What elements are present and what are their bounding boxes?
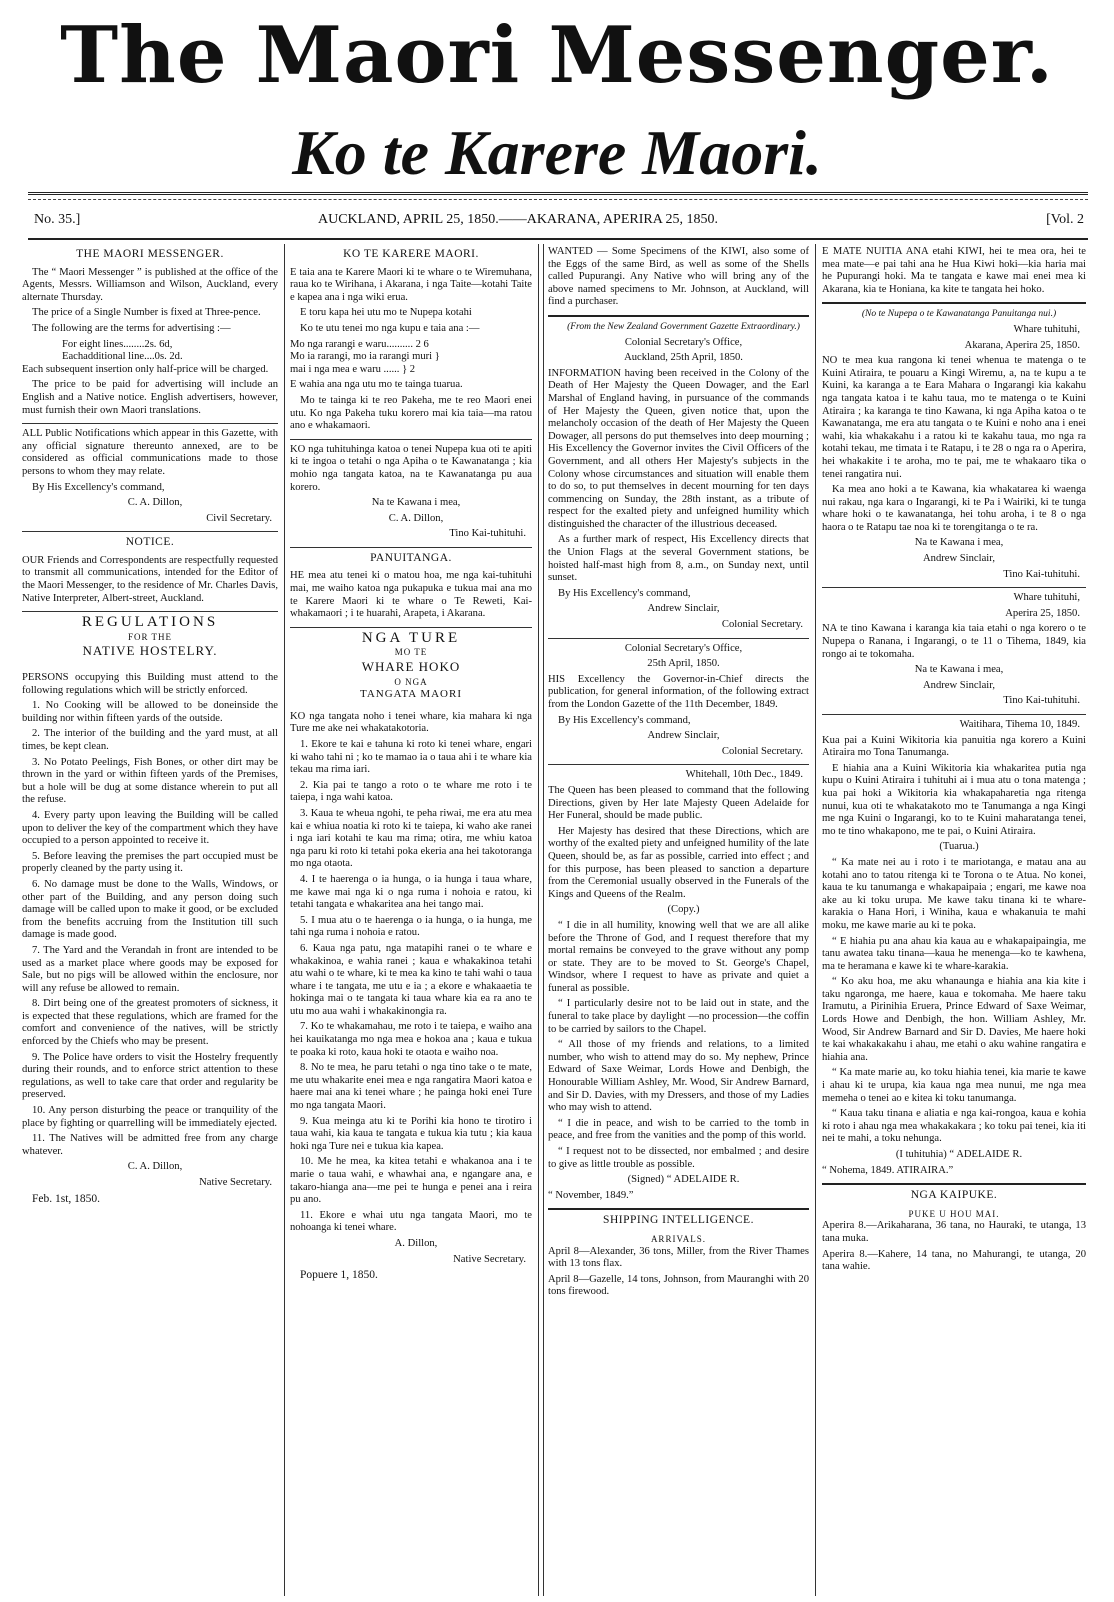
masthead-english: The Maori Messenger. — [60, 10, 1054, 101]
column-4 — [822, 246, 1086, 1596]
funeral-directions-maori: E hiahia ana a Kuini Wikitoria kia whakaritea putia nga kupu o Kuini Atiraira i tuhituhi ai i mua atu o tona matenga ; kua pai hoki a Wikitoria kia whakapaharetia nga ritenga nunui, kua oti te whakatakoto mo te Tanumanga a nga Kingi me nga Kuini o Ingarangi, ko to te Kuini maharatanga tenei, mo te tino whakapono, me te pai, o Kuini Atiraira. — [822, 762, 1086, 837]
signature-title: Tino Kai-tuhituhi. — [1003, 568, 1080, 580]
advertising-rate-maori: Mo nga rarangi e waru.......... 2 6 — [290, 338, 429, 350]
queen-signature-maori: (I tuhituhia) “ ADELAIDE R. — [895, 1149, 1023, 1160]
signature-title: Native Secretary. — [199, 1177, 272, 1188]
separator — [548, 638, 809, 639]
ture-item: 2. Kia pai te tango a roto o te whare me roto i te taiepa, i nga wahi katoa. — [290, 779, 532, 804]
whitehall-date: Whitehall, 10th Dec., 1849. — [685, 769, 803, 781]
office-date: Akarana, Aperira 25, 1850. — [964, 339, 1080, 351]
wanted-kiwi-ad: WANTED — Some Specimens of the KIWI, also some of the Eggs of the same Bird, as well as some of the Shells called Pupurangi. Any Native who will bring any of the above named specimens to Mr. Johnson, at Auckland, will find a purchaser. — [548, 246, 809, 308]
regulation-item: 3. No Potato Peelings, Fish Bones, or other dirt may be thrown in the yard or within fifteen yards of the Premises, but a hole will be dug at some distance wherein to put all the refuse. — [22, 756, 278, 806]
heading-mo-te: MO TE — [394, 647, 428, 658]
publisher-note: The “ Maori Messenger ” is published at the office of the Agents, Messrs. Williamson and Wilson, Auckland, every alternate Thursday. — [22, 266, 278, 303]
queen-directions-maori: “ Ko aku hoa, me aku whanaunga e hiahia ana kia kite i taku ngaronga, me haere, kaua e tokomaha. Me haere taku Iramutu, a Pirinihia Eruera, Prince Edward of Saxe Weimar, Lords Howe and Denbigh, the hon. William Ashley, Mr. Wood, Sir Andrew Barnard and Sir D. Davies, Me haere hoki te kai whakakakahu i ahau, me etahi o aku wahine rangatira e hiahia ana. — [822, 976, 1086, 1063]
advertising-terms: The following are the terms for advertising :— — [32, 322, 231, 334]
signature-name: A. Dillon, — [394, 1237, 438, 1249]
column-divider — [815, 244, 816, 1596]
queen-directions-maori: “ Kaua taku tinana e aliatia e nga kai-rongoa, kaua e kohia ki roto i ahau nga mea whakakakara ; ko toku pai tenei, kia iti nei te mahi, a toku nehunga. — [822, 1108, 1086, 1145]
advertising-note: Each subsequent insertion only half-price will be charged. — [22, 363, 269, 375]
ture-item: 3. Kaua te wheua ngohi, te peha riwai, me era atu mea kai e whiua noatia ki roto ki te taiepa, ki waho ake ranei i nga iari kotahi te kau ma rima; otira, me whiu katoa nga paru ki roto ki tetahi poka ekeria ana hei takotoranga mo nga otaota. — [290, 807, 532, 870]
signature-line: Na te Kawana i mea, — [914, 537, 1004, 549]
column-divider — [284, 244, 285, 1596]
signature-name: Andrew Sinclair, — [923, 679, 995, 691]
waitihara-date: Waitihara, Tihema 10, 1849. — [959, 719, 1080, 730]
separator — [290, 547, 532, 548]
ture-item: 7. Ko te whakamahau, me roto i te taiepa, e waiho ana hei kauikatanga mo nga mea e hokoa ana ; kaua e tukua te poaka ki roto, kaua hoki te otaota e waiho noa. — [290, 1021, 532, 1058]
issue-date: AUCKLAND, APRIL 25, 1850.——AKARANA, APERIRA 25, 1850. — [318, 212, 719, 227]
separator — [22, 611, 278, 612]
official-notification-maori: KO nga tuhituhinga katoa o tenei Nupepa kua oti te apiti ki te ingoa o tetahi o nga Apiha o te Kawanatanga ; kia mohio nga tangata katoa, na te Kawanatanga pu aua korero. — [290, 443, 532, 493]
office-line: Colonial Secretary's Office, — [624, 336, 743, 348]
center-divider — [538, 244, 544, 1596]
publisher-note-maori: E taia ana te Karere Maori ki te whare o te Wiremuhana, raua ko te Wirihana, i Akarana, i nga Taite—kotahi Taite e kapea ana i nga wiki erua. — [290, 266, 532, 303]
ture-item: 5. I mua atu o te haerenga o ia hunga, o ia hunga, me tahi nga ruma i nohoia e ratou. — [290, 914, 532, 939]
queen-directions: “ I request not to be dissected, nor embalmed ; and desire to give as little trouble as possible. — [548, 1146, 809, 1170]
mourning-notice-maori: NO te mea kua rangona ki tenei whenua te matenga o te Kuini Atiraira, te pouaru a Kingi Wiremu, a, na te kupu a te Kuini, ka karanga a te Eara Mahara o Ingarangi kia kakahu nga tangata katoa i te kahu taua, mo te matenga o te Kuini Atiraira ; ka karanga te tino Kawana, ki nga Apiha katoa o te Kawanatanga, me era atu tangata o te Kuini e noho ana i enei wahi, kia whakakahu i a ratou ki te kakahu taua, mo nga ra kotahi tekau, me timata i te Ratapu, i te 28 o nga ra o Aperira, hei whakakite i te aroha, mo te pai, me te whakaaro tika o tenei rangatira nui. — [822, 355, 1086, 480]
queen-directions-maori: “ Ka mate nei au i roto i te mariotanga, e matau ana au kotahi ano to tatou ritenga ki te Torona o te Atua. No konei, kaua te ku tanumanga e whakapaipaia ; engari, me kawe noa ake au ki toku urupa. Me kawe taku tinana ki te whare-karakia o Hana Hori, i Winiha, kaua e whakanuia te mahi moku, me kawe marie au ki te poka. — [822, 856, 1086, 931]
regulation-item: 8. Dirt being one of the greatest promoters of sickness, it is expected that these regulations, which are framed for the comfort and convenience of the natives, will be strictly enforced by the Chiefs who may be present. — [22, 998, 278, 1048]
ture-item: 9. Kua meinga atu ki te Porihi kia hono te tirotiro i taua wahi, kia kaua te tangata e tukua kia tutu ; kia kaua hoki nga Ture nei e tukua kia kapea. — [290, 1115, 532, 1152]
regulation-item: 5. Before leaving the premises the part occupied must be properly cleaned by the party using it. — [22, 850, 278, 875]
advertising-note-maori: Mo te tainga ki te reo Pakeha, me te reo Maori enei utu. Ko nga Pakeha tuku korero mai kia taia—ma ratou ano e whakamaori. — [290, 394, 532, 432]
queen-date-maori: “ Nohema, 1849. ATIRAIRA.” — [822, 1164, 954, 1176]
heading-shipping: SHIPPING INTELLIGENCE. — [603, 1214, 754, 1227]
separator — [548, 315, 809, 317]
regulation-item: 10. Any person disturbing the peace or tranquility of the place by fighting or quarrelling will be immediately ejected. — [22, 1105, 278, 1129]
queen-directions: “ I particularly desire not to be laid out in state, and the funeral to take place by daylight —no procession—the coffin to be carried by sailors to the Chapel. — [548, 998, 809, 1035]
arrival-entry-maori: Aperira 8.—Kahere, 14 tana, no Mahurangi, te utanga, 20 tana wahie. — [822, 1248, 1086, 1273]
column-1 — [22, 246, 278, 1596]
separator — [822, 1183, 1086, 1185]
office-line: Whare tuhituhi, — [1013, 592, 1080, 604]
ture-item: 8. No te mea, he paru tetahi o nga tino take o te mate, me utu whakarite enei mea e nga rangatira Maori katoa e haere mai ana ki tenei whare ; he painga hoki enei Ture mo nga tangata Maori. — [290, 1062, 532, 1112]
signature-name: C. A. Dillon, — [388, 512, 444, 524]
office-line: Whare tuhituhi, — [1013, 323, 1080, 335]
copy-label: (Copy.) — [667, 904, 700, 916]
kiwi-ad-maori: E MATE NUITIA ANA etahi KIWI, hei te mea ora, hei te mea mate—e pai tahi ana he Hua Kiwi hoki—kia haria mai he Pupurangi hoki. Ma te tangata e kawe mai enei mea ki Akarana, kia te Honiana, ka kite te tangata hei hoko. — [822, 246, 1086, 295]
signature-name: C. A. Dillon, — [127, 1161, 183, 1173]
separator — [290, 627, 532, 628]
advertising-terms-maori: Ko te utu tenei mo nga kupu e taia ana :— — [300, 322, 480, 334]
mourning-flags-maori: Ka mea ano hoki a te Kawana, kia whakatarea ki waenga nui rakau, nga kara o Ingarangi, ki te Pa i Wairiki, ki te tunga whare hoki o te kawanatanga, hei tohu aroha, i te 8 o nga haora o te Ratapu tae noa ki te torengitanga o te ra. — [822, 484, 1086, 533]
office-date: Auckland, 25th April, 1850. — [624, 352, 743, 364]
signature-title: Colonial Secretary. — [721, 745, 803, 757]
signature-line: Na te Kawana i mea, — [371, 497, 461, 509]
tuarua-label: (Tuarua.) — [939, 841, 979, 853]
heading-maori-messenger: THE MAORI MESSENGER. — [76, 248, 224, 260]
arrival-entry: April 8—Gazelle, 14 tons, Johnson, from Mauranghi with 20 tons firewood. — [548, 1273, 809, 1298]
dateline — [28, 212, 1088, 234]
gazette-source-maori: (No te Nupepa o te Kawanatanga Panuitanga nui.) — [861, 309, 1057, 320]
regulation-item: 6. No damage must be done to the Walls, Windows, or other part of the Building, and any person doing such damage will be called upon to make it good, or be excluded from the benefits accruing from the Institution till such damage is made good. — [22, 878, 278, 941]
regulation-item: 7. The Yard and the Verandah in front are intended to be used as a market place where goods may be exposed for Sale, but no pigs will be allowed within the enclosure, nor will any refuse be allowed to remain. — [22, 944, 278, 994]
signature-name: Andrew Sinclair, — [647, 603, 720, 615]
ture-item: 4. I te haerenga o ia hunga, o ia hunga i taua whare, me kawe mai nga ki o nga ruma i nohoia e ratou, ki tetahi tangata e whakaritea ana hei tango mai. — [290, 873, 532, 911]
mourning-notice: INFORMATION having been received in the Colony of the Death of Her Majesty the Queen Dowager, and the Earl Marshal of England having, in pursuance of the commands of Her Majesty the Queen, given notice that, upon the melancholy occasion of the death of Her Majesty the Queen Dowager, all persons do put themselves into deep mourning ; His Excellency the Governor invites the Civil Officers of the Government, and all others Her Majesty's subjects in the Colony whose circumstances and situation will enable them to do so, to put themselves in decent mourning for ten days commencing on Sunday, the 28th instant, as a tribute of respect for the exalted piety and unfeigned humility which distinguished the character of the illustrious deceased. — [548, 367, 809, 530]
queen-directions-maori: “ E hiahia pu ana ahau kia kaua au e whakapaipaingia, me tanu awatea taku tinana—kaua he menenga—ko te kawhena, ma te heramana e kawe ki te whare-karakia. — [822, 935, 1086, 972]
masthead-rule — [28, 192, 1088, 195]
arrival-entry-maori: Aperira 8.—Arikaharana, 36 tana, no Hauraki, te utanga, 13 tana muka. — [822, 1220, 1086, 1244]
funeral-directions-maori: Kua pai a Kuini Wikitoria kia panuitia nga korero a Kuini Atiraira mo Tona Tanumanga. — [822, 734, 1086, 759]
regulation-item: 2. The interior of the building and the yard must, at all times, be kept clean. — [22, 728, 278, 752]
queen-directions: “ I die in peace, and wish to be carried to the tomb in peace, and free from the vanities and the pomp of this world. — [548, 1117, 809, 1142]
office-line: Colonial Secretary's Office, — [624, 642, 743, 654]
ture-date: Popuere 1, 1850. — [300, 1269, 378, 1282]
price-note-maori: E toru kapa hei utu mo te Nupepa kotahi — [300, 307, 472, 319]
panuitanga-text: HE mea atu tenei ki o matou hoa, me nga kai-tuhituhi mai, me waiho katoa nga pukapuka e tukua mai ana mo te Karere Maori ki te whare o Te Reweti, Kai-whakamaori ; i te huarahi, Arapeta, i Akarana. — [290, 570, 532, 620]
heading-karere-maori: KO TE KARERE MAORI. — [343, 248, 479, 260]
queen-directions: “ All those of my friends and relations, to a limited number, who wish to attend may do so. My nephew, Prince Edward of Saxe Weimar, Lords Howe and Denbigh, the Honourable William Ashley, Mr. Wood, Sir Andrew Barnard, and Sir D. Davies, with my Dressers, and those of my Ladies who may wish to attend. — [548, 1039, 809, 1114]
signature-name: Andrew Sinclair, — [923, 553, 995, 565]
heading-nga-ture: NGA TURE — [361, 629, 461, 646]
regulation-item: 11. The Natives will be admitted free from any charge whatever. — [22, 1133, 278, 1157]
advertising-rate: For eight lines........2s. 6d, — [62, 338, 173, 350]
ture-item: 6. Kaua nga patu, nga matapihi ranei o te whare e whakakinoa, e wahia ranei ; kaua e whakakinoa tetahi atu wahi o te whare, ki te mea ka kino te tahi wahi o taua whare i te tangata, me utu e ia ; a ekore e whakaaetia te hokinga mai o te tangata ki taua whare kia ea ra ano te utu mo aua wahi i whakakinongia ra. — [290, 942, 532, 1017]
separator — [22, 423, 278, 424]
separator — [822, 714, 1086, 715]
advertising-rate: Eachadditional line....0s. 2d. — [62, 351, 183, 363]
ture-item: 11. Ekore e whai utu nga tangata Maori, mo te nohoanga ki tenei whare. — [290, 1209, 532, 1234]
advertising-rate-maori: Mo ia rarangi, mo ia rarangi muri } — [290, 351, 440, 363]
heading-whare-hoko: WHARE HOKO — [361, 659, 461, 675]
official-notification: ALL Public Notifications which appear in this Gazette, with any official signature thereunto annexed, are to be considered as official communications made to those persons to whom they may relate. — [22, 428, 278, 477]
ture-item: 10. Me he mea, ka kitea tetahi e whakanoa ana i te marie o taua wahi, e whawhai ana, e ngangare ana, e takaro-hianga ana—me pei te hunga e penei ana i reira pu ano. — [290, 1156, 532, 1206]
separator — [822, 302, 1086, 304]
heading-puke-u-hou-mai: PUKE U HOU MAI. — [908, 1208, 1000, 1219]
funeral-directions: Her Majesty has desired that these Directions, which are worthy of the exalted piety and unfeigned humility of the late Queen, should be, as far as possible, carried into effect ; and for this purpose, has been pleased to sanction a departure from the Ceremonial usually observed in the Funerals of the Kings and Queens of the Realm. — [548, 825, 809, 900]
mourning-flags: As a further mark of respect, His Excellency directs that the Union Flags at the several Government stations, be hoisted half-mast high from 8, a.m., on Sunday next, until sunset. — [548, 534, 809, 584]
dateline-rule — [28, 238, 1088, 240]
regulation-date: Feb. 1st, 1850. — [32, 1192, 101, 1205]
issue-volume: [Vol. 2 — [1046, 212, 1084, 227]
heading-notice: NOTICE. — [125, 536, 175, 549]
masthead-maori: Ko te Karere Maori. — [292, 117, 822, 188]
issue-number: No. 35.] — [34, 212, 81, 227]
advertising-note-maori: E wahia ana nga utu mo te tainga tuarua. — [290, 379, 463, 391]
arrival-entry: April 8—Alexander, 36 tons, Miller, from the River Thames with 13 tons flax. — [548, 1245, 809, 1270]
separator — [548, 764, 809, 765]
notice-text: OUR Friends and Correspondents are respectfully requested to transmit all communications, intended for the Editor of the Maori Messenger, to the residence of Mr. Charles Davis, Native Interpreter, Albert-street, Auckland. — [22, 554, 278, 604]
separator — [548, 1208, 809, 1210]
signature-title: Native Secretary. — [453, 1253, 526, 1265]
heading-native-hostelry: NATIVE HOSTELRY. — [82, 643, 218, 659]
column-2 — [290, 246, 532, 1596]
regulation-intro: PERSONS occupying this Building must attend to the following regulations which will be strictly enforced. — [22, 672, 278, 696]
regulation-item: 9. The Police have orders to visit the Hostelry frequently during their rounds, and to enforce strict attention to these regulations, as well to take care that order and regularity be preserved. — [22, 1051, 278, 1101]
separator — [822, 587, 1086, 588]
column-3 — [548, 246, 809, 1596]
queen-directions-maori: “ Ka mate marie au, ko toku hiahia tenei, kia marie te kawe i ahau ki te urupa, kia kaua nga mea nunui, me nga mea memeha o tenei ao e kitea ki toku tanumanga. — [822, 1067, 1086, 1104]
signature-line: By His Excellency's command, — [558, 714, 691, 726]
signature-title: Colonial Secretary. — [721, 619, 803, 631]
signature-title: Tino Kai-tuhituhi. — [449, 528, 526, 540]
regulation-item: 1. No Cooking will be allowed to be doneinside the building nor within fifteen yards of the outside. — [22, 700, 278, 724]
london-notice-maori: NA te tino Kawana i karanga kia taia etahi o nga korero o te Nupepa o Ranana, i Ingarangi, o te 11 o Tihema, 1849, kia rongo ai te tokomaha. — [822, 623, 1086, 660]
signature-line: Na te Kawana i mea, — [914, 664, 1004, 676]
advertising-rate-maori: mai i nga mea e waru ...... } 2 — [290, 363, 416, 375]
office-date: 25th April, 1850. — [647, 658, 720, 670]
separator — [22, 531, 278, 532]
heading-regulations-for: FOR THE — [127, 631, 173, 642]
heading-panuitanga: PANUITANGA. — [370, 551, 452, 564]
regulation-item: 4. Every party upon leaving the Building will be called upon to deliver the key of the compartment which they have occupied to a person appointed to receive it. — [22, 809, 278, 847]
ture-intro: KO nga tangata noho i tenei whare, kia mahara ki nga Ture me ake nei whakatakotoria. — [290, 710, 532, 735]
queen-date: “ November, 1849.” — [548, 1189, 634, 1201]
heading-kaipuke: NGA KAIPUKE. — [910, 1189, 998, 1202]
signature-line: By His Excellency's command, — [32, 481, 165, 493]
heading-arrivals: ARRIVALS. — [650, 1233, 707, 1244]
signature-title: Civil Secretary. — [206, 512, 272, 524]
signature-line: By His Excellency's command, — [558, 587, 691, 599]
gazette-source: (From the New Zealand Government Gazette Extraordinary.) — [567, 321, 800, 332]
advertising-note: The price to be paid for advertising will include an English and a Native notice. English advertisers, however, must furnish their own Maori translations. — [22, 379, 278, 416]
signature-title: Tino Kai-tuhituhi. — [1003, 695, 1080, 707]
heading-o-nga: O NGA — [394, 676, 428, 687]
heading-regulations: REGULATIONS — [81, 614, 219, 631]
london-gazette-notice: HIS Excellency the Governor-in-Chief directs the publication, for general information, of the following extract from the London Gazette of the 11th December, 1849. — [548, 673, 809, 710]
signature-name: C. A. Dillon, — [127, 497, 183, 509]
signature-name: Andrew Sinclair, — [647, 730, 720, 742]
queen-directions: “ I die in all humility, knowing well that we are all alike before the Throne of God, and I request therefore that my mortal remains be conveyed to the grave without any pomp or state. They are to be moved to St. George's Chapel, Windsor, where I request to have as private and quiet a funeral as possible. — [548, 919, 809, 994]
office-date: Aperira 25, 1850. — [1005, 607, 1080, 619]
funeral-directions: The Queen has been pleased to command that the following Directions, given by Her late Majesty Queen Adelaide for Her Funeral, should be made public. — [548, 784, 809, 822]
heading-tangata-maori: TANGATA MAORI — [360, 688, 462, 701]
separator — [290, 439, 532, 440]
masthead-rule-dashed — [28, 199, 1088, 200]
ture-item: 1. Ekore te kai e tahuna ki roto ki tenei whare, engari ki waho tahi ni ; ko te mamao ia o taua ahi i te whare kia tekau ma rima iari. — [290, 739, 532, 776]
price-note: The price of a Single Number is fixed at Three-pence. — [32, 307, 261, 319]
queen-signature: (Signed) “ ADELAIDE R. — [627, 1174, 740, 1186]
